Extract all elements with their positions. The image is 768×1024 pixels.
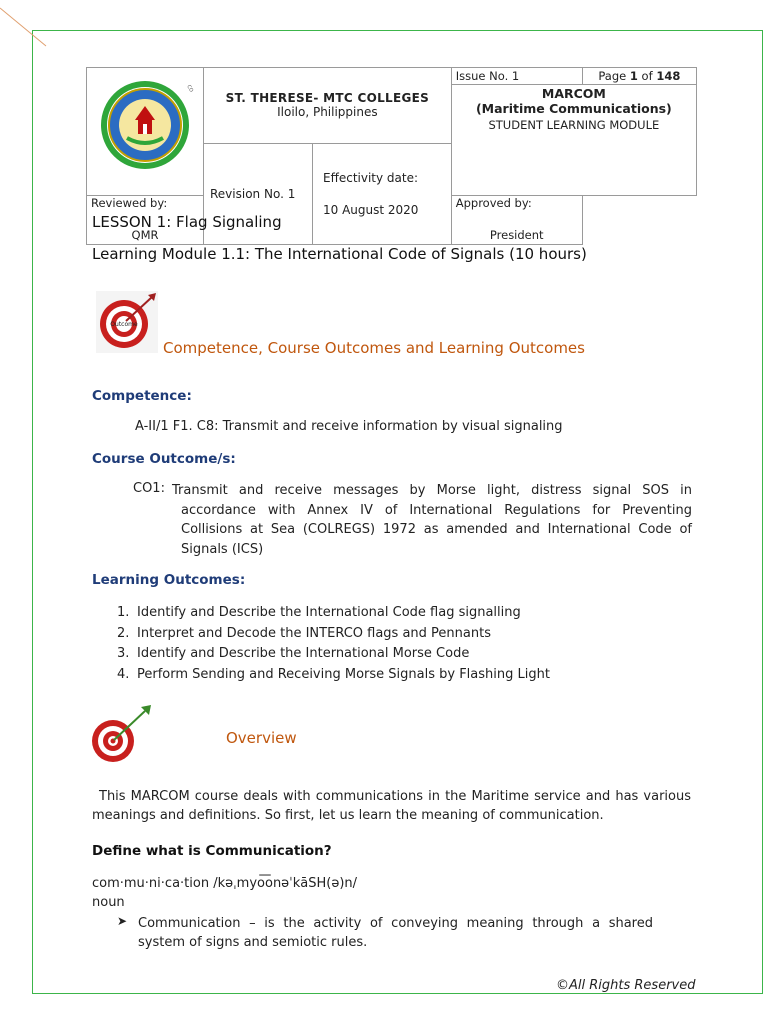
target-outcome-icon	[96, 291, 158, 353]
footer-rights: ©All Rights Reserved	[556, 978, 696, 993]
list-item: 3. Identify and Describe the International Morse Code	[117, 646, 470, 661]
college-logo	[87, 68, 203, 192]
college-cell	[204, 68, 452, 144]
arrow-bullet-icon: ➤	[117, 914, 128, 928]
list-item: 4. Perform Sending and Receiving Morse Signals by Flashing Light	[117, 666, 550, 682]
co1-prefix: CO1:	[133, 481, 165, 496]
course-code: MARCOM	[541, 86, 606, 101]
approved-label: Approved by:	[455, 196, 532, 210]
list-item: 1. Identify and Describe the International Code flag signalling	[117, 605, 521, 620]
module-label: STUDENT LEARNING MODULE	[488, 118, 660, 132]
effectivity-date: 10 August 2020	[323, 202, 419, 217]
definition-text: Communication – is the activity of conveying meaning through a shared system of signs and semiotic rules.	[138, 916, 653, 950]
reviewed-value: QMR	[131, 228, 159, 242]
part-of-speech: noun	[92, 895, 125, 910]
module-title: Learning Module 1.1: The International Code of Signals (10 hours)	[92, 245, 587, 263]
lesson-title: LESSON 1: Flag Signaling	[92, 213, 282, 231]
overview-heading: Overview	[226, 729, 297, 747]
college-name: ST. THERESE- MTC COLLEGES	[225, 91, 430, 106]
define-heading: Define what is Communication?	[92, 843, 332, 859]
page-cell: Page 1 of 148	[582, 68, 696, 85]
issue-cell: Issue No. 1	[451, 68, 582, 85]
effectivity-cell	[313, 143, 452, 245]
reviewed-label: Reviewed by:	[91, 196, 168, 210]
logo-cell	[87, 68, 204, 196]
approved-value: President	[489, 228, 544, 242]
corner-line	[0, 0, 50, 50]
svg-text:CO: CO	[185, 84, 195, 94]
approved-cell	[451, 196, 582, 245]
co1-text	[172, 481, 692, 559]
course-name: (Maritime Communications)	[475, 101, 672, 116]
co1-text-body: Transmit and receive messages by Morse light, distress signal SOS in accordance with Annex IV of International Regulations for Preventing Collisions at Sea (COLREGS) 1972 as amended and International Code of Signals (ICS)	[172, 483, 692, 557]
competence-label: Competence:	[92, 388, 192, 404]
course-cell	[451, 85, 696, 196]
learning-outcomes-label: Learning Outcomes:	[92, 572, 246, 588]
revision-cell: Revision No. 1	[204, 143, 313, 245]
target-overview-icon	[83, 703, 153, 765]
list-item: 2. Interpret and Decode the INTERCO flags and Pennants	[117, 625, 491, 641]
overview-text: This MARCOM course deals with communications in the Maritime service and has various meanings and definitions. So first, let us learn the meaning of communication.	[92, 789, 691, 823]
college-location: Iloilo, Philippines	[277, 105, 378, 120]
pronunciation: com·mu·ni·ca·tion /kəˌmyo͞onəˈkāSH(ə)n/	[92, 876, 358, 891]
outcomes-heading: Competence, Course Outcomes and Learning Outcomes	[163, 339, 585, 357]
target-icon-label: Outcome	[110, 321, 138, 328]
competence-text: A-II/1 F1. C8: Transmit and receive information by visual signaling	[135, 419, 563, 434]
course-outcome-label: Course Outcome/s:	[92, 451, 236, 467]
learning-outcomes-list	[117, 605, 677, 687]
effectivity-label: Effectivity date:	[323, 170, 419, 185]
